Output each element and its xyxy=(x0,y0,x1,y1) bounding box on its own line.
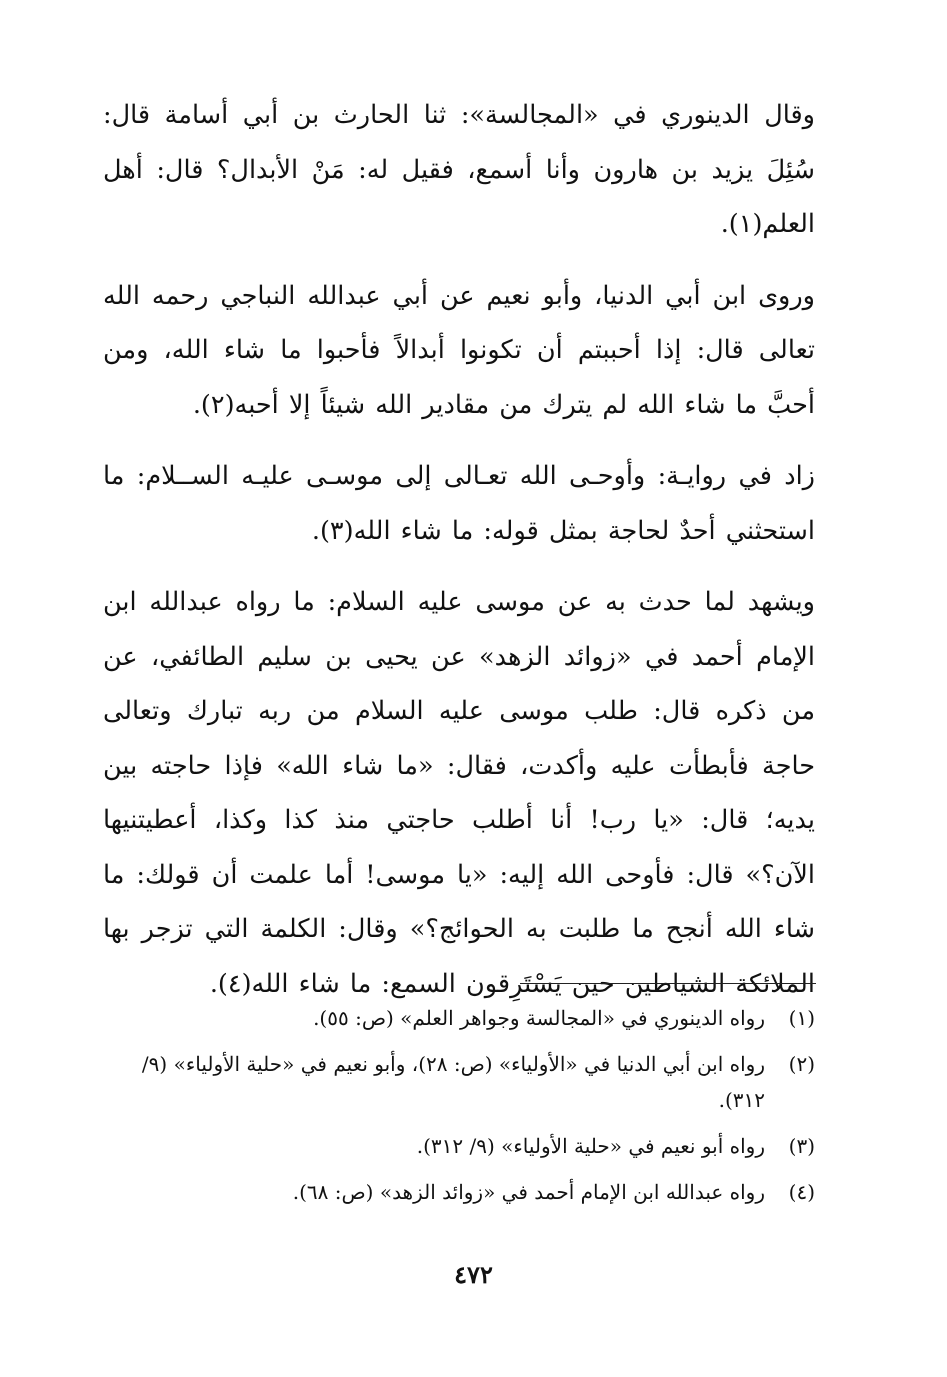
footnote-number: (٣) xyxy=(788,1134,815,1158)
footnote xyxy=(103,1046,815,1118)
footnote-text: رواه عبدالله ابن الإمام أحمد في «زوائد الزهد» (ص: ٦٨). xyxy=(292,1180,765,1204)
footnote-number: (١) xyxy=(788,1006,815,1030)
page-number: ٤٧٢ xyxy=(454,1260,493,1289)
paragraph: وقال الدينوري في «المجالسة»: ثنا الحارث بن أبي أسامة قال: سُئِلَ يزيد بن هارون وأنا أسمع، فقيل له: مَنْ الأبدال؟ قال: أهل العلم(١). xyxy=(103,100,815,239)
body-text xyxy=(103,88,815,1028)
paragraph: زاد في روايـة: وأوحـى الله تعـالى إلى موسـى عليـه الســلام: ما استحثني أحدٌ لحاجة بمثل قوله: ما شاء الله(٣). xyxy=(103,461,815,546)
footnotes xyxy=(103,1000,815,1220)
footnote-text: رواه أبو نعيم في «حلية الأولياء» (٩/ ٣١٢). xyxy=(416,1134,765,1158)
footnote-number: (٢) xyxy=(788,1052,815,1076)
footnote-text: رواه ابن أبي الدنيا في «الأولياء» (ص: ٢٨)، وأبو نعيم في «حلية الأولياء» (٩/ ٣١٢). xyxy=(141,1052,765,1112)
paragraph: ويشهد لما حدث به عن موسى عليه السلام: ما رواه عبدالله ابن الإمام أحمد في «زوائد الزهد» عن يحيى بن سليم الطائفي، عن من ذكره قال: طلب موسى عليه السلام من ربه تبارك وتعالى حاجة فأبطأت عليه وأكدت، فقال: «ما شاء الله» فإذا حاجته بين يديه؛ قال: «يا رب! أنا أطلب حاجتي منذ كذا وكذا، أعطيتنيها الآن؟» قال: فأوحى الله إليه: «يا موسى! أما علمت أن قولك: ما شاء الله أنجح ما طلبت به الحوائج؟» وقال: الكلمة التي تزجر بها الملائكة الشياطين حين يَسْتَرِقون السمع: ما شاء الله(٤). xyxy=(103,587,815,999)
footnote-divider xyxy=(520,983,816,984)
paragraph: وروى ابن أبي الدنيا، وأبو نعيم عن أبي عبدالله النباجي رحمه الله تعالى قال: إذا أحببتم أن تكونوا أبدالاً فأحبوا ما شاء الله، ومن أحبَّ ما شاء الله لم يترك من مقادير الله شيئاً إلا أحبه(٢). xyxy=(103,280,815,420)
footnote xyxy=(103,1128,815,1164)
footnote-text: رواه الدينوري في «المجالسة وجواهر العلم» (ص: ٥٥). xyxy=(313,1006,765,1030)
footnote xyxy=(103,1174,815,1210)
footnote-number: (٤) xyxy=(788,1180,815,1204)
footnote xyxy=(103,1000,815,1036)
